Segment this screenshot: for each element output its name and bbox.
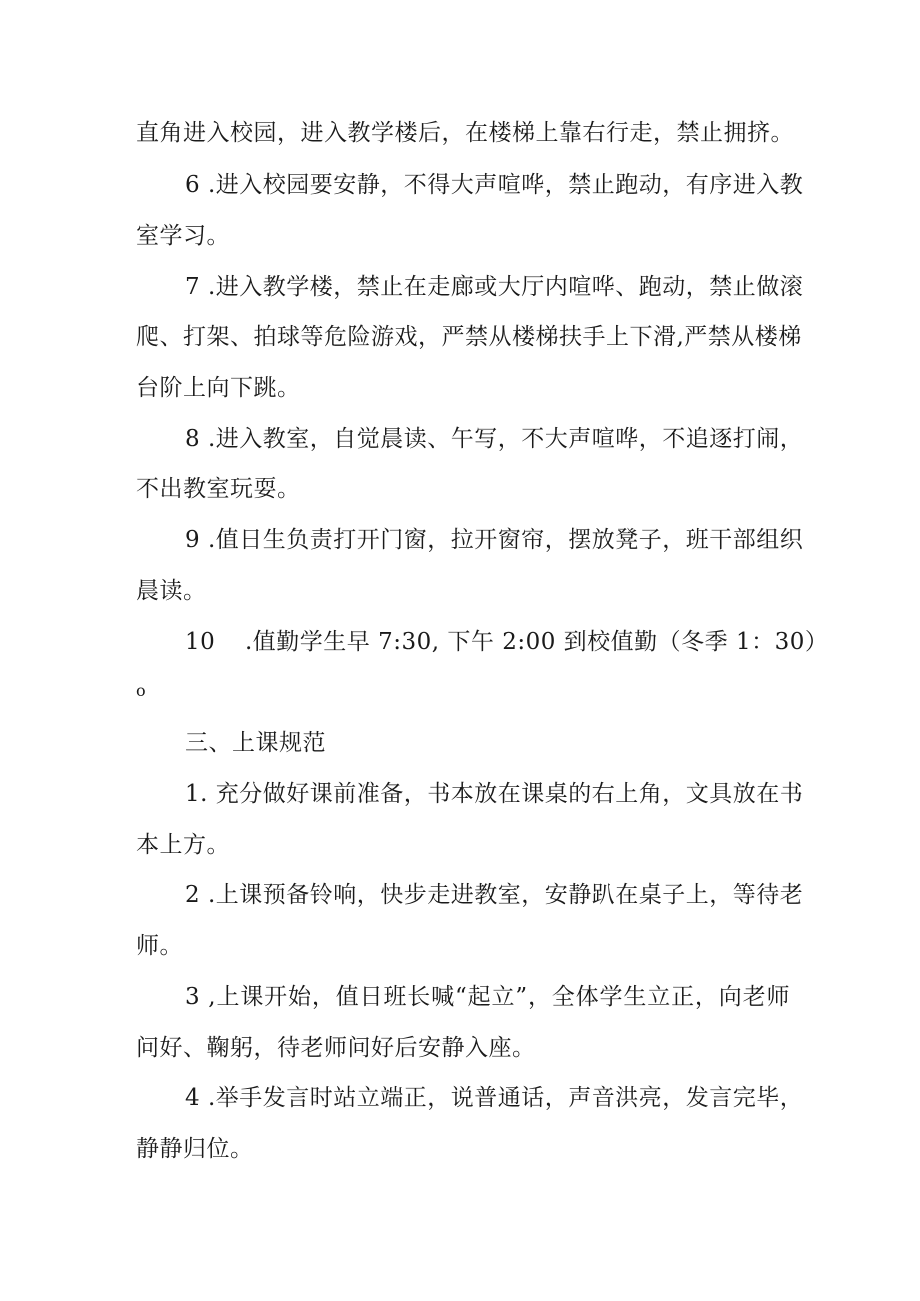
list-item-1-line-1: 1. 充分做好课前准备，书本放在课桌的右上角，文具放在书 xyxy=(185,781,804,807)
list-item-3-line-1: 3 ,上课开始，值日班长喊“起立”，全体学生立正，向老师 xyxy=(185,984,790,1010)
list-item-1-line-2: 本上方。 xyxy=(136,832,230,858)
list-item-8-line-2: 不出教室玩耍。 xyxy=(136,476,301,502)
list-item-2-line-1: 2 .上课预备铃响，快步走进教室，安静趴在桌子上，等待老 xyxy=(185,882,804,908)
list-item-6-line-1: 6 .进入校园要安静，不得大声喧哗，禁止跑动，有序进入教 xyxy=(185,172,804,198)
list-item-2-line-2: 师。 xyxy=(136,933,183,959)
list-item-7-line-2: 爬、打架、拍球等危险游戏，严禁从楼梯扶手上下滑,严禁从楼梯 xyxy=(136,324,802,350)
section-heading: 三、上课规范 xyxy=(185,730,326,756)
list-item-9-line-1: 9 .值日生负责打开门窗，拉开窗帘，摆放凳子，班干部组织 xyxy=(185,527,804,553)
list-item-4-line-1: 4 .举手发言时站立端正，说普通话，声音洪亮，发言完毕， xyxy=(185,1085,804,1111)
list-item-3-line-2: 问好、鞠躬，待老师问好后安静入座。 xyxy=(136,1035,536,1061)
list-item-10-number: 10 xyxy=(185,629,216,655)
paragraph-line: 直角进入校园，进入教学楼后，在楼梯上靠右行走，禁止拥挤。 xyxy=(136,120,794,146)
list-item-10-line-1: .值勤学生早 7:30, 下午 2:00 到校值勤（冬季 1：30） xyxy=(245,629,829,655)
list-item-8-line-1: 8 .进入教室，自觉晨读、午写，不大声喧哗，不追逐打闹， xyxy=(185,426,804,452)
list-item-7-line-3: 台阶上向下跳。 xyxy=(136,375,301,401)
list-item-10-line-2: o xyxy=(136,681,147,700)
list-item-6-line-2: 室学习。 xyxy=(136,223,230,249)
list-item-9-line-2: 晨读。 xyxy=(136,578,207,604)
list-item-7-line-1: 7 .进入教学楼，禁止在走廊或大厅内喧哗、跑动，禁止做滚 xyxy=(185,274,804,300)
list-item-4-line-2: 静静归位。 xyxy=(136,1136,254,1162)
